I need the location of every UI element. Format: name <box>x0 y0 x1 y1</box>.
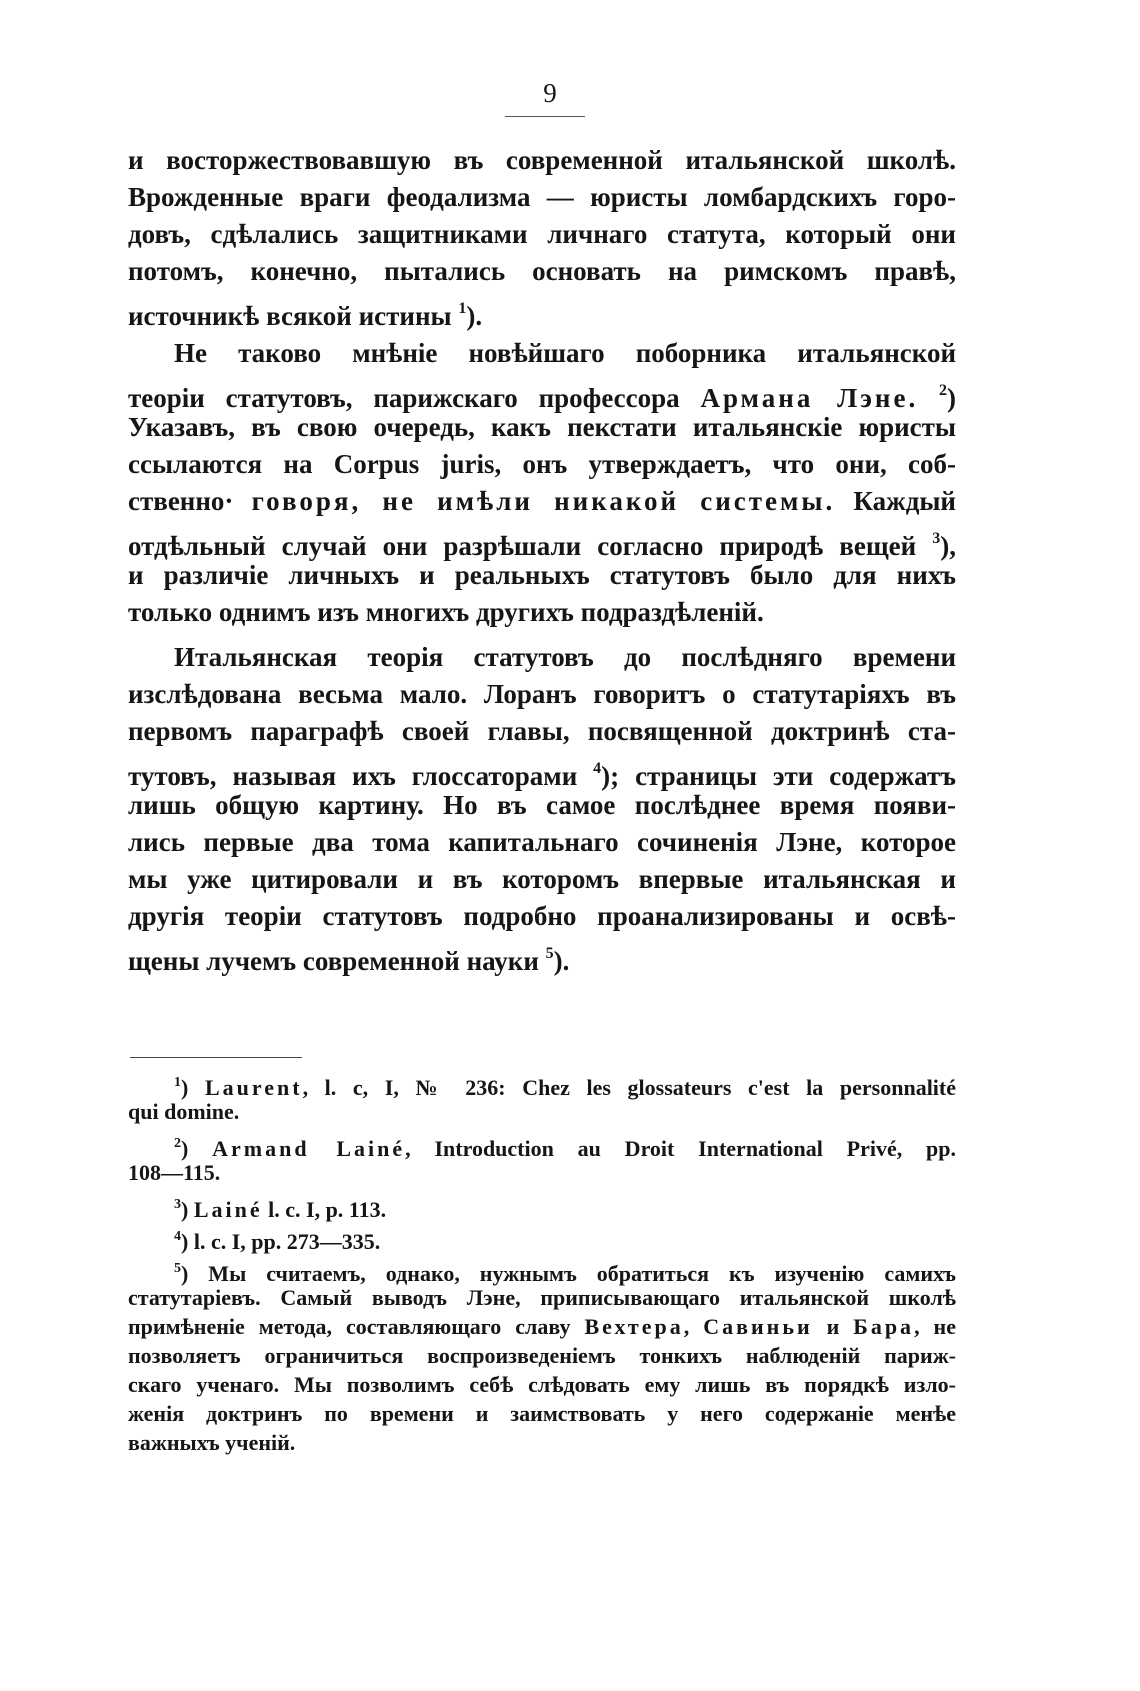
line-text: ) <box>947 383 957 413</box>
line-text: , Introduction au Droit International Privé, pp. <box>405 1136 956 1161</box>
text-line: и различіе личныхъ и реальныхъ статутовъ было для нихъ <box>128 560 956 590</box>
text-line: и восторжествовавшую въ современной итальянской школѣ. <box>128 145 956 175</box>
text-line: довъ, сдѣлались защитниками личнаго статута, который они <box>128 219 956 249</box>
footnote-mark: 4 <box>174 1229 181 1244</box>
footnote-line: важныхъ ученій. <box>128 1430 296 1455</box>
footnote-line: скаго ученаго. Мы позволимъ себѣ слѣдовать ему лишь въ порядкѣ изло- <box>128 1372 956 1397</box>
footnote-1 <box>128 1068 956 1126</box>
line-text: щены лучемъ современной науки <box>128 946 546 976</box>
text-line: мы уже цитировали и въ которомъ впервые итальянская и <box>128 864 956 894</box>
line-text: , <box>683 1314 704 1339</box>
line-text: отдѣльный случай они разрѣшали согласно природѣ вещей <box>128 531 933 561</box>
line-text: l. c. I, pp. 273—335. <box>188 1229 381 1254</box>
footnote-line: позволяетъ ограничиться воспроизведеніемъ тонкихъ наблюденій париж- <box>128 1343 956 1368</box>
footnote-line: 108—115. <box>128 1160 221 1185</box>
footnote-mark: 2 <box>174 1136 181 1151</box>
footnote-2 <box>128 1129 956 1187</box>
text-line: ссылаются на Corpus juris, онъ утверждаетъ, что они, соб- <box>128 449 956 479</box>
footnote-line <box>128 1312 956 1341</box>
line-text: ). <box>466 301 483 331</box>
line-text: l. c. I, p. 113. <box>262 1197 387 1222</box>
spaced-name: Савиньи <box>703 1314 813 1339</box>
text-line <box>128 520 956 561</box>
spaced-name: Вехтера <box>584 1314 684 1339</box>
spaced-name: Бара <box>853 1314 915 1339</box>
text-line <box>128 750 956 791</box>
footnote-ref-3: 3 <box>932 530 941 547</box>
footnote-line: $^1$) Laurent, l. c, I, № 236: Chez les glossateurs c'est la personnalité <box>174 1075 957 1100</box>
paragraph-1 <box>128 142 956 331</box>
page-number: 9 <box>543 78 557 108</box>
footnote-mark: 3 <box>174 1197 181 1212</box>
text-line <box>128 372 957 413</box>
header-rule <box>505 116 585 117</box>
line-text: ); страницы эти содержатъ <box>601 761 956 791</box>
text-line: Не таково мнѣніе новѣйшаго поборника итальянской <box>174 338 956 368</box>
footnote-ref-5: 5 <box>545 945 554 962</box>
text-line: изслѣдована весьма мало. Лоранъ говоритъ о статутаріяхъ въ <box>128 679 956 709</box>
text-line: только однимъ изъ многихъ другихъ подраздѣленій. <box>128 597 764 627</box>
author-name: Lainé <box>193 1197 263 1222</box>
paragraph-3 <box>128 639 956 976</box>
footnote-mark: 5 <box>174 1261 181 1276</box>
main-text <box>128 142 956 980</box>
text-line <box>128 935 956 976</box>
line-text: Каждый <box>835 486 956 516</box>
text-line: Указавъ, въ свою очередь, какъ пекстати итальянскіе юристы <box>128 412 956 442</box>
line-text: ), <box>940 531 956 561</box>
footnote-line: женія доктринъ по времени и заимствовать у него содержаніе менѣе <box>128 1401 956 1426</box>
line-text: примѣненіе метода, составляющаго славу <box>128 1314 585 1339</box>
paragraph-2 <box>128 335 956 631</box>
author-name: Laurent <box>204 1075 303 1100</box>
line-text: , не <box>914 1314 956 1339</box>
line-text: ственно· <box>128 486 252 516</box>
spaced-name: Армана Лэне. <box>700 383 919 413</box>
footnote-3 <box>128 1190 956 1222</box>
text-line <box>128 290 956 331</box>
line-text: и <box>812 1314 854 1339</box>
footnote-line <box>128 1254 956 1286</box>
footnote-4 <box>128 1222 956 1254</box>
text-line: другія теоріи статутовъ подробно проанализированы и освѣ- <box>128 901 956 931</box>
line-text: , l. c, I, № 236: Chez les glossateurs c'est la personnalité <box>302 1075 957 1100</box>
footnotes <box>128 1068 956 1460</box>
footnote-mark: 1 <box>174 1075 181 1090</box>
line-text: ) Мы считаемъ, однако, нужнымъ обратиться къ изученію самихъ <box>181 1261 956 1286</box>
footnote-line: $^3$) Lainé l. c. I, p. 113. <box>174 1197 387 1222</box>
line-text: теоріи статутовъ, парижскаго профессора <box>128 383 701 413</box>
footnote-ref-1: 1 <box>458 300 467 317</box>
footnote-line: $^4$) l. c. I, pp. 273—335. <box>174 1229 381 1254</box>
line-text: ). <box>553 946 570 976</box>
line-text: тутовъ, называя ихъ глоссаторами <box>128 761 594 791</box>
footnote-line: $^2$) Armand Lainé, Introduction au Droit International Privé, pp. <box>174 1136 956 1161</box>
footnote-line: qui domine. <box>128 1099 240 1124</box>
author-name: Armand Lainé <box>212 1136 406 1161</box>
footnote-ref-2: 2 <box>939 382 948 399</box>
line-text: источникѣ всякой истины <box>128 301 459 331</box>
text-line: лись первые два тома капитальнаго сочиненія Лэне, которое <box>128 827 956 857</box>
text-line: первомъ параграфѣ своей главы, посвященной доктринѣ ста- <box>128 716 956 746</box>
footnote-5 <box>128 1254 956 1457</box>
footnote-line: статутаріевъ. Самый выводъ Лэне, приписывающаго итальянской школѣ <box>128 1285 956 1310</box>
footnote-ref-4: 4 <box>593 760 602 777</box>
text-line: лишь общую картину. Но въ самое послѣднее время появи- <box>128 790 956 820</box>
text-line: Итальянская теорія статутовъ до послѣдняго времени <box>174 642 956 672</box>
text-line <box>128 483 956 520</box>
spaced-text: говоря, не имѣли никакой системы. <box>251 486 836 516</box>
text-line: потомъ, конечно, пытались основать на римскомъ правѣ, <box>128 256 956 286</box>
footnote-rule <box>130 1057 302 1058</box>
text-line: Врожденные враги феодализма — юристы ломбардскихъ горо- <box>128 182 956 212</box>
